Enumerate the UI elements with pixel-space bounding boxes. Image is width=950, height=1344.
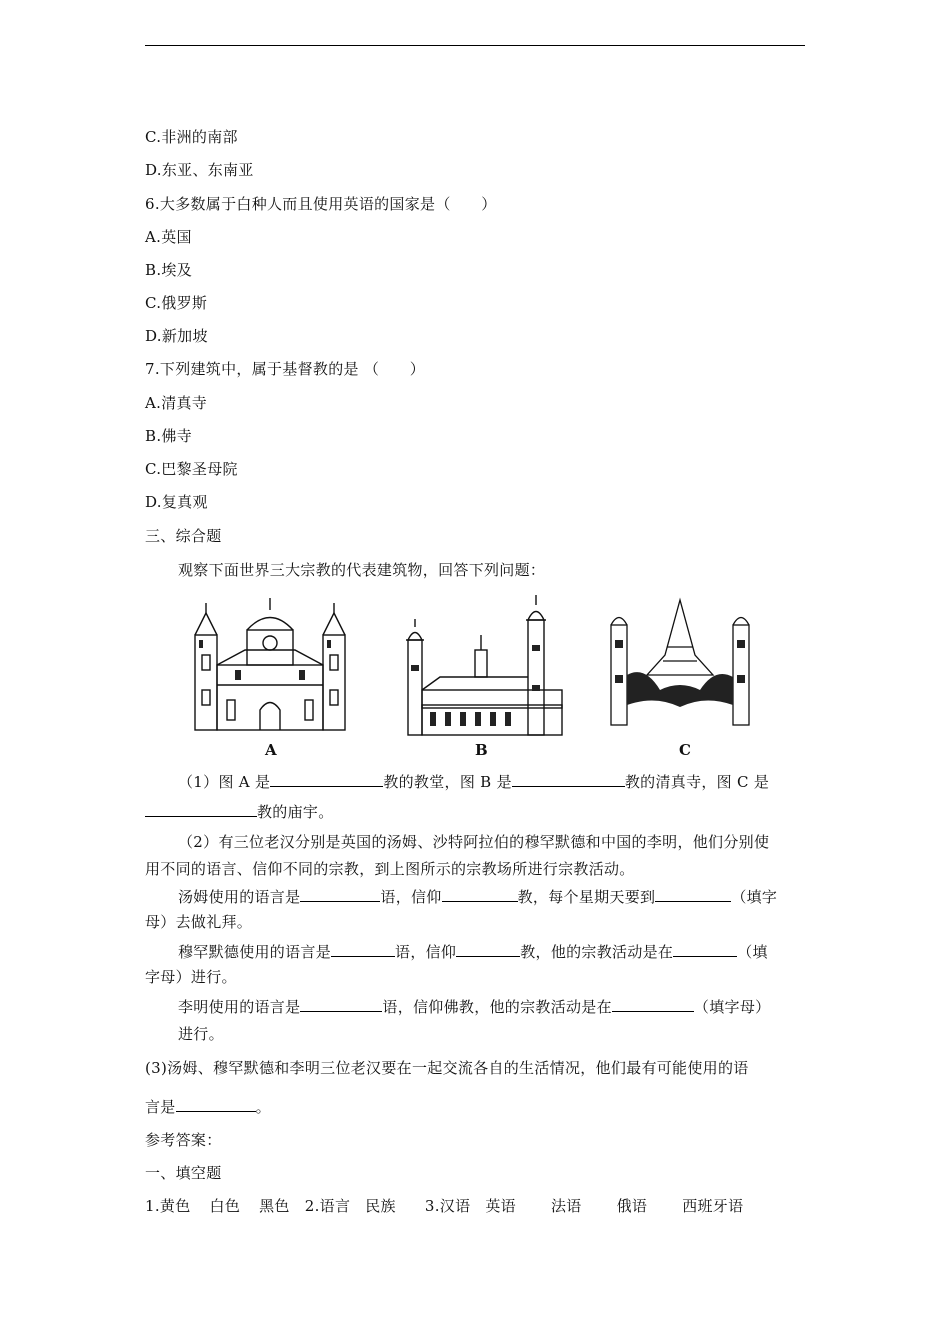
header-rule <box>145 45 805 46</box>
q7-option-c: C.巴黎圣母院 <box>145 460 238 478</box>
blank-religion-a[interactable] <box>270 771 383 787</box>
figure-label-b: B <box>475 741 488 759</box>
q1-line2: 教的庙宇。 <box>145 801 334 822</box>
q6-stem: 6.大多数属于白种人而且使用英语的国家是（ ） <box>145 195 497 213</box>
tom-line2: 母）去做礼拜。 <box>145 913 253 931</box>
figure-label-a: A <box>265 741 277 759</box>
answer-item: 2.语言 <box>304 1197 351 1215</box>
religious-buildings-figure <box>185 595 785 765</box>
q1-line1: （1）图 A 是 教的教堂，图 B 是 教的清真寺，图 C 是 <box>178 773 770 791</box>
q5-option-d: D.东亚、东南亚 <box>145 161 254 179</box>
answer-item: 英语 <box>485 1197 516 1215</box>
blank-liming-letter[interactable] <box>612 996 694 1012</box>
q2-line2: 用不同的语言、信仰不同的宗教，到上图所示的宗教场所进行宗教活动。 <box>145 860 635 878</box>
answer-item: 西班牙语 <box>682 1197 744 1215</box>
answer-item: 1.黄色 <box>145 1197 191 1215</box>
q6-option-a: A.英国 <box>145 228 192 246</box>
q6-option-c: C.俄罗斯 <box>145 294 208 312</box>
q7-option-a: A.清真寺 <box>145 394 208 412</box>
answer-item: 白色 <box>209 1197 241 1215</box>
q6-option-d: D.新加坡 <box>145 327 208 345</box>
liming-line1: 李明使用的语言是 语，信仰佛教，他的宗教活动是在 （填字母） <box>178 998 771 1016</box>
blank-tom-language[interactable] <box>300 886 380 902</box>
tom-line1: 汤姆使用的语言是 语，信仰 教，每个星期天要到 （填字 <box>178 888 778 906</box>
answer-item: 俄语 <box>616 1197 648 1215</box>
answers-section1: 一、填空题 <box>145 1164 222 1182</box>
q7-stem: 7.下列建筑中，属于基督教的是 （ ） <box>145 360 426 378</box>
answers-line <box>145 1196 743 1216</box>
blank-common-language[interactable] <box>176 1096 256 1112</box>
mosque-illustration <box>400 595 570 740</box>
blank-tom-religion[interactable] <box>442 886 518 902</box>
blank-tom-letter[interactable] <box>655 886 731 902</box>
liming-line2: 进行。 <box>178 1025 224 1043</box>
q3-line2: 言是 。 <box>145 1098 271 1116</box>
section-heading: 三、综合题 <box>145 527 222 545</box>
muhammad-line1: 穆罕默德使用的语言是 语，信仰 教，他的宗教活动是在 （填 <box>178 943 768 961</box>
answer-item: 黑色 <box>259 1197 290 1215</box>
q6-option-b: B.埃及 <box>145 261 192 279</box>
q2-line1: （2）有三位老汉分别是英国的汤姆、沙特阿拉伯的穆罕默德和中国的李明，他们分别使 <box>178 833 770 851</box>
temple-illustration <box>605 595 765 735</box>
q5-option-c: C.非洲的南部 <box>145 128 238 146</box>
blank-religion-b[interactable] <box>512 771 625 787</box>
blank-religion-c[interactable] <box>145 801 257 817</box>
blank-muhammad-religion[interactable] <box>456 941 520 957</box>
answer-item: 3.汉语 <box>424 1197 471 1215</box>
muhammad-line2: 字母）进行。 <box>145 968 237 986</box>
answers-heading: 参考答案： <box>145 1131 222 1149</box>
q3-line1: (3)汤姆、穆罕默德和李明三位老汉要在一起交流各自的生活情况，他们最有可能使用的语 <box>145 1059 749 1077</box>
blank-muhammad-letter[interactable] <box>673 941 737 957</box>
blank-liming-language[interactable] <box>300 996 382 1012</box>
q7-option-b: B.佛寺 <box>145 427 192 445</box>
answer-item: 法语 <box>550 1197 582 1215</box>
cathedral-illustration <box>185 595 355 735</box>
answer-item: 民族 <box>365 1197 396 1215</box>
blank-muhammad-language[interactable] <box>331 941 395 957</box>
section-intro: 观察下面世界三大宗教的代表建筑物，回答下列问题： <box>178 561 546 579</box>
q7-option-d: D.复真观 <box>145 493 208 511</box>
figure-label-c: C <box>679 741 691 759</box>
